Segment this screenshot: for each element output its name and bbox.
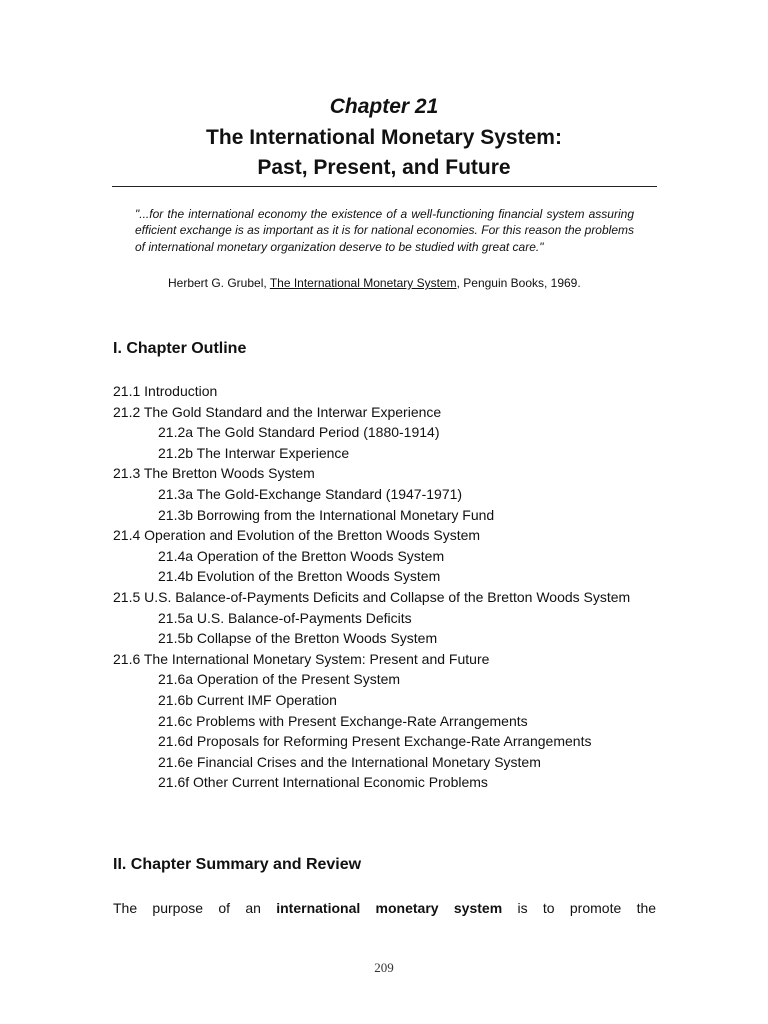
summary-key-term: international monetary system [276,900,503,916]
outline-subitem: 21.5a U.S. Balance-of-Payments Deficits [158,609,412,626]
outline-subitem: 21.6d Proposals for Reforming Present Exchange-Rate Arrangements [158,733,592,750]
outline-subitem: 21.4a Operation of the Bretton Woods System [158,547,445,564]
outline-subitem: 21.5b Collapse of the Bretton Woods System [158,630,438,647]
summary-text-start: The purpose of an [113,900,261,916]
outline-item: 21.4 Operation and Evolution of the Bretton Woods System [113,527,481,544]
epigraph-publisher: , Penguin Books, 1969. [456,276,581,290]
epigraph-book-title: The International Monetary System [269,276,457,290]
outline-subitem: 21.4b Evolution of the Bretton Woods System [158,568,441,585]
epigraph-quote: "...for the international economy the existence of a well-functioning financial system assuring efficient exchange is as important as it is for national economies. For this reason the problems of international monetary organization deserve to be studied with great care." [135,207,634,254]
section-heading-chapter-summary: II. Chapter Summary and Review [113,856,362,873]
section-heading-chapter-outline: I. Chapter Outline [113,340,247,357]
chapter-title-line-1: The International Monetary System: [206,126,562,149]
epigraph-attribution [168,275,581,291]
outline-item: 21.5 U.S. Balance-of-Payments Deficits and Collapse of the Bretton Woods System [113,588,631,605]
outline-subitem: 21.2b The Interwar Experience [158,444,350,461]
outline-subitem: 21.6c Problems with Present Exchange-Rate Arrangements [158,712,528,729]
summary-paragraph [113,898,656,918]
outline-subitem: 21.3b Borrowing from the International Monetary Fund [158,506,495,523]
outline-item: 21.1 Introduction [113,383,218,399]
outline-subitem: 21.6e Financial Crises and the International Monetary System [158,753,541,770]
epigraph-author: Herbert G. Grubel, [168,276,267,290]
outline-subitem: 21.6b Current IMF Operation [158,691,337,708]
outline-subitem: 21.2a The Gold Standard Period (1880-1914) [158,424,440,441]
outline-item: 21.2 The Gold Standard and the Interwar Experience [113,403,442,420]
chapter-outline-list [113,381,656,793]
outline-item: 21.6 The International Monetary System: Present and Future [113,650,490,667]
outline-subitem: 21.6a Operation of the Present System [158,671,401,688]
summary-text-end: is to promote the [517,900,657,916]
outline-subitem: 21.3a The Gold-Exchange Standard (1947-1971) [158,485,463,502]
page-number: 209 [374,960,394,975]
chapter-title-line-2: Past, Present, and Future [257,156,511,179]
outline-item: 21.3 The Bretton Woods System [113,465,315,482]
title-divider [112,186,657,187]
chapter-label: Chapter 21 [329,95,439,118]
outline-subitem: 21.6f Other Current International Economic Problems [158,774,488,791]
